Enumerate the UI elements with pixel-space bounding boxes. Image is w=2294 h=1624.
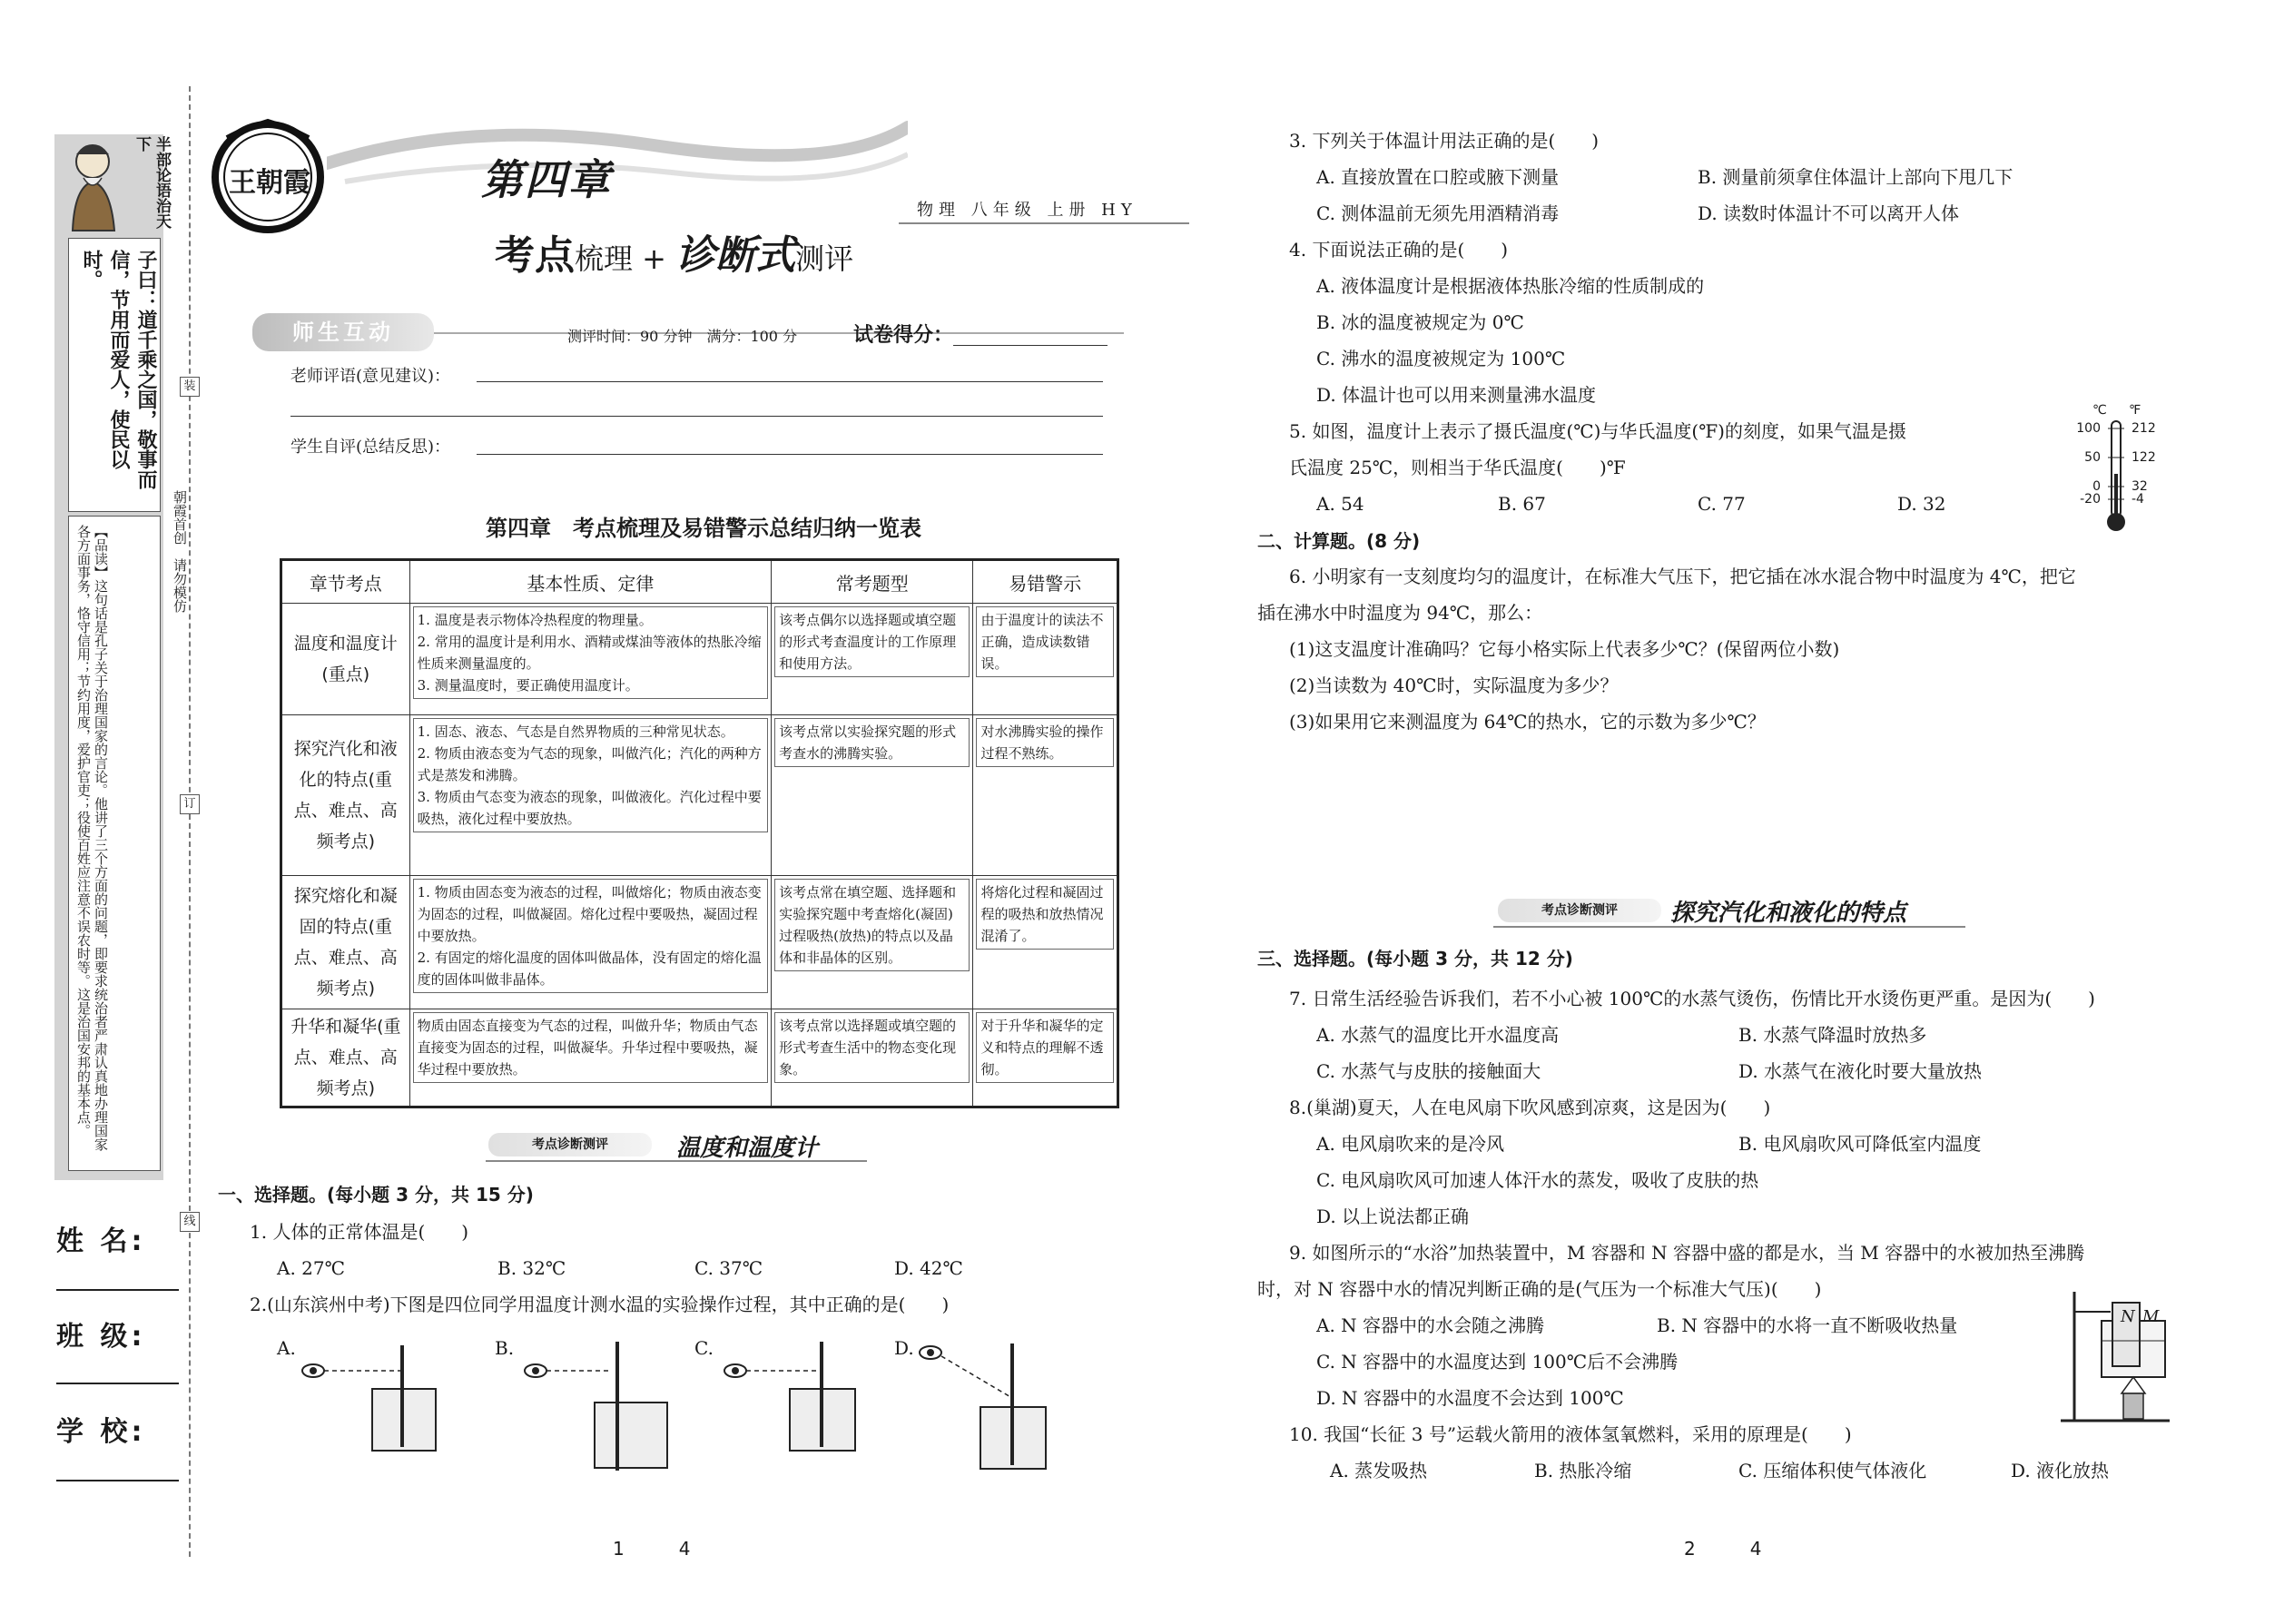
section-tag: 考点诊断测评	[1498, 899, 1661, 922]
table-header: 易错警示	[973, 560, 1118, 604]
question-4: 4. 下面说法正确的是( )	[1289, 239, 1509, 261]
section-heading: 二、计算题。(8 分)	[1257, 530, 1421, 552]
teacher-comment-label: 老师评语(意见建议)：	[290, 367, 451, 386]
page-number-left: 1 4	[613, 1538, 691, 1560]
q10-option-b: B. 热胀冷缩	[1534, 1460, 1632, 1481]
question-1: 1. 人体的正常体温是( )	[250, 1221, 469, 1243]
table-title: 第四章 考点梳理及易错警示总结归纳一览表	[486, 516, 921, 541]
q7-option-a: A. 水蒸气的温度比开水温度高	[1316, 1024, 1560, 1046]
container-m-label: M	[2142, 1307, 2160, 1326]
test-info: 测评时间：90 分钟 满分：100 分	[567, 328, 798, 345]
question-6-line-2: 插在沸水中时温度为 94℃，那么：	[1257, 602, 1543, 624]
q9-option-c: C. N 容器中的水温度达到 100℃后不会沸腾	[1316, 1351, 1679, 1373]
q7-option-b: B. 水蒸气降温时放热多	[1738, 1024, 1927, 1046]
topic-cell: 升华和凝华(重点、难点、高频考点)	[281, 1009, 410, 1107]
subtitle-part-d: 测评	[795, 241, 854, 276]
q4-option-a: A. 液体温度计是根据液体热胀冷缩的性质制成的	[1316, 275, 1705, 297]
name-field[interactable]	[56, 1289, 179, 1291]
q5-option-a: A. 54	[1316, 493, 1364, 515]
question-6-line-1: 6. 小明家有一支刻度均匀的温度计，在标准大气压下，把它插在冰水混合物中时温度为 4℃，把它	[1289, 566, 2076, 587]
cut-label-bottom: 线	[180, 1212, 200, 1232]
warning-cell: 由于温度计的读法不正确，造成读数错误。	[976, 606, 1114, 677]
thermo-f-tick: 212	[2132, 421, 2156, 436]
type-cell: 该考点常以实验探究题的形式考查水的沸腾实验。	[774, 718, 970, 767]
table-header: 章节考点	[281, 560, 410, 604]
type-cell: 该考点偶尔以选择题或填空题的形式考查温度计的工作原理和使用方法。	[774, 606, 970, 677]
q3-option-d: D. 读数时体温计不可以离开人体	[1698, 202, 1960, 224]
teacher-comment-line-2[interactable]	[290, 416, 1103, 417]
q4-option-c: C. 沸水的温度被规定为 100℃	[1316, 348, 1566, 369]
q6-sub-1: (1)这支温度计准确吗？它每小格实际上代表多少℃？(保留两位小数)	[1289, 638, 1840, 660]
class-field[interactable]	[56, 1383, 179, 1384]
q8-option-c: C. 电风扇吹风可加速人体汗水的蒸发，吸收了皮肤的热	[1316, 1169, 1759, 1191]
container-n-label: N	[2121, 1307, 2135, 1326]
thermo-c-tick: 0	[2092, 479, 2101, 494]
student-review-line[interactable]	[477, 454, 1103, 455]
table-header: 基本性质、定律	[409, 560, 772, 604]
q1-option-c: C. 37℃	[694, 1257, 763, 1279]
q8-option-a: A. 电风扇吹来的是冷风	[1316, 1133, 1505, 1155]
topic-cell: 探究汽化和液化的特点(重点、难点、高频考点)	[281, 715, 410, 876]
q2-label-b: B.	[495, 1337, 515, 1359]
q1-option-b: B. 32℃	[497, 1257, 566, 1279]
question-8: 8.(巢湖)夏天，人在电风扇下吹风感到凉爽，这是因为( )	[1289, 1097, 1771, 1118]
class-label: 班 级:	[56, 1321, 146, 1353]
question-5-line-2: 氏温度 25℃，则相当于华氏温度( )℉	[1289, 457, 1626, 478]
q2-label-a: A.	[277, 1337, 296, 1359]
q9-option-b: B. N 容器中的水将一直不断吸收热量	[1657, 1314, 1958, 1336]
name-label: 姓 名:	[56, 1225, 146, 1257]
q3-option-b: B. 测量前须拿住体温计上部向下甩几下	[1698, 166, 2013, 188]
score-label: 试卷得分：	[853, 324, 954, 347]
motto-text: 子曰：道千乘之国，敬事而信，节用而爱人，使民以时。	[80, 250, 157, 489]
subtitle-part-c: 诊断式	[675, 232, 796, 279]
thermometer-icon	[2104, 419, 2128, 533]
section-heading: 一、选择题。(每小题 3 分，共 15 分)	[218, 1184, 534, 1206]
q10-option-c: C. 压缩体积使气体液化	[1738, 1460, 1927, 1481]
q5-option-b: B. 67	[1498, 493, 1546, 515]
water-bath-apparatus-icon	[2056, 1284, 2174, 1425]
subtitle-part-b: 梳理 +	[575, 241, 676, 276]
property-cell: 1. 物质由固态变为液态的过程，叫做熔化；物质由液态变为固态的过程，叫做凝固。熔化过程中要吸热，凝固过程中要放热。 2. 有固定的熔化温度的固体叫做晶体，没有固定的熔化温度的固体叫做非晶体。	[413, 879, 769, 993]
warning-cell: 对水沸腾实验的操作过程不熟练。	[976, 718, 1114, 767]
chapter-title: 第四章	[481, 155, 612, 204]
q2-label-c: C.	[694, 1337, 714, 1359]
q3-option-c: C. 测体温前无须先用酒精消毒	[1316, 202, 1560, 224]
q6-sub-3: (3)如果用它来测温度为 64℃的热水，它的示数为多少℃？	[1289, 711, 1766, 733]
q10-option-a: A. 蒸发吸热	[1330, 1460, 1428, 1481]
thermo-c-tick: -20	[2080, 492, 2101, 507]
series-title: 半部论语治天下	[133, 136, 171, 229]
table-header: 常考题型	[772, 560, 973, 604]
thermo-c-tick: 100	[2076, 421, 2101, 436]
logo-text: 王朝霞	[229, 167, 310, 199]
header-meta: 物理 八年级 上册 HY	[917, 201, 1137, 220]
q7-option-c: C. 水蒸气与皮肤的接触面大	[1316, 1060, 1541, 1082]
property-cell: 物质由固态直接变为气态的过程，叫做升华；物质由气态直接变为固态的过程，叫做凝华。升华过程中要吸热，凝华过程中要放热。	[413, 1012, 769, 1083]
property-cell: 1. 温度是表示物体冷热程度的物理量。 2. 常用的温度计是利用水、酒精或煤油等液体的热胀冷缩性质来测量温度的。 3. 测量温度时，要正确使用温度计。	[413, 606, 769, 699]
score-field[interactable]	[953, 345, 1108, 346]
thermo-f-tick: 32	[2132, 479, 2148, 494]
table-row	[281, 604, 1118, 715]
section-title: 温度和温度计	[676, 1135, 819, 1162]
school-label: 学 校:	[56, 1416, 146, 1448]
header-subtitle	[495, 222, 853, 281]
question-9-line-2: 时，对 N 容器中水的情况判断正确的是(气压为一个标准大气压)( )	[1257, 1278, 1822, 1300]
subtitle-part-a: 考点	[495, 232, 575, 279]
student-review-label: 学生自评(总结反思)：	[290, 438, 451, 457]
section-rule	[486, 1160, 867, 1162]
warning-cell: 将熔化过程和凝固过程的吸热和放热情况混淆了。	[976, 879, 1114, 950]
question-3: 3. 下列关于体温计用法正确的是( )	[1289, 130, 1600, 152]
section-heading: 三、选择题。(每小题 3 分，共 12 分)	[1257, 948, 1573, 969]
q7-option-d: D. 水蒸气在液化时要大量放热	[1738, 1060, 1983, 1082]
thermo-f-tick: 122	[2132, 450, 2156, 465]
q5-option-d: D. 32	[1897, 493, 1946, 515]
q4-option-d: D. 体温计也可以用来测量沸水温度	[1316, 384, 1597, 406]
interaction-badge: 师生互动	[252, 313, 434, 351]
q9-option-a: A. N 容器中的水会随之沸腾	[1316, 1314, 1545, 1336]
figure-d-beaker-icon	[912, 1334, 1058, 1471]
q3-option-a: A. 直接放置在口腔或腋下测量	[1316, 166, 1560, 188]
table-row	[281, 715, 1118, 876]
table-row	[281, 1009, 1118, 1107]
q8-option-b: B. 电风扇吹风可降低室内温度	[1738, 1133, 1982, 1155]
header-rule	[899, 222, 1189, 224]
section-title: 探究汽化和液化的特点	[1670, 900, 1907, 927]
summary-table	[280, 558, 1119, 1108]
table-row	[281, 876, 1118, 1009]
thermo-c-unit: ℃	[2092, 403, 2107, 418]
figure-c-beaker-icon	[717, 1334, 862, 1452]
commentary-text: 【品读】这句话是孔子关于治理国家的言论。他讲了三个方面的问题，即要求统治者严肃认真地办理国家各方面事务，恪守信用；节约用度，爱护官吏；役使百姓应注意不误农时等。这是治国安邦的基本点。	[75, 525, 109, 1151]
property-cell: 1. 固态、液态、气态是自然界物质的三种常见状态。 2. 物质由液态变为气态的现象，叫做汽化；汽化的两种方式是蒸发和沸腾。 3. 物质由气态变为液态的现象，叫做液化。汽化过程中要吸热，液化过程中要放热。	[413, 718, 769, 832]
confucius-icon	[60, 136, 125, 231]
question-2: 2.(山东滨州中考)下图是四位同学用温度计测水温的实验操作过程，其中正确的是( )	[250, 1294, 950, 1315]
q10-option-d: D. 液化放热	[2011, 1460, 2110, 1481]
thermo-f-tick: -4	[2132, 492, 2144, 507]
question-5-line-1: 5. 如图，温度计上表示了摄氏温度(℃)与华氏温度(℉)的刻度，如果气温是摄	[1289, 420, 1906, 442]
q4-option-b: B. 冰的温度被规定为 0℃	[1316, 311, 1524, 333]
q5-option-c: C. 77	[1698, 493, 1746, 515]
page-number-right: 2 4	[1684, 1538, 1762, 1560]
question-10: 10. 我国“长征 3 号”运载火箭用的液体氢氧燃料，采用的原理是( )	[1289, 1423, 1852, 1445]
q8-option-d: D. 以上说法都正确	[1316, 1206, 1470, 1227]
q6-sub-2: (2)当读数为 40℃时，实际温度为多少？	[1289, 674, 1619, 696]
ribbon-decoration	[327, 109, 908, 218]
topic-cell: 温度和温度计(重点)	[281, 604, 410, 715]
cut-label-top: 装	[180, 377, 200, 397]
question-7: 7. 日常生活经验告诉我们，若不小心被 100℃的水蒸气烫伤，伤情比开水烫伤更严重。是因为( )	[1289, 988, 2095, 1009]
q1-option-d: D. 42℃	[894, 1257, 963, 1279]
thermo-c-tick: 50	[2084, 450, 2101, 465]
thermo-f-unit: ℉	[2129, 403, 2141, 418]
section-tag: 考点诊断测评	[488, 1133, 652, 1156]
q1-option-a: A. 27℃	[277, 1257, 345, 1279]
table-header-row	[281, 560, 1118, 604]
teacher-comment-line-1[interactable]	[477, 381, 1103, 382]
cut-label-mid: 订	[180, 794, 200, 814]
school-field[interactable]	[56, 1480, 179, 1481]
section-rule	[1493, 926, 1965, 928]
warning-cell: 对于升华和凝华的定义和特点的理解不透彻。	[976, 1012, 1114, 1083]
q9-option-d: D. N 容器中的水温度不会达到 100℃	[1316, 1387, 1624, 1409]
q2-label-d: D.	[894, 1337, 914, 1359]
figure-b-beaker-icon	[517, 1334, 672, 1471]
question-9-line-1: 9. 如图所示的“水浴”加热装置中，M 容器和 N 容器中盛的都是水，当 M 容器中的水被加热至沸腾	[1289, 1242, 2085, 1264]
type-cell: 该考点常在填空题、选择题和实验探究题中考查熔化(凝固)过程吸热(放热)的特点以及晶体和非晶体的区别。	[774, 879, 970, 971]
topic-cell: 探究熔化和凝固的特点(重点、难点、高频考点)	[281, 876, 410, 1009]
type-cell: 该考点常以选择题或填空题的形式考查生活中的物态变化现象。	[774, 1012, 970, 1083]
figure-a-beaker-icon	[295, 1334, 440, 1452]
copyright-note: 朝霞首创 请勿模仿	[172, 490, 188, 613]
cut-line	[189, 86, 191, 1557]
